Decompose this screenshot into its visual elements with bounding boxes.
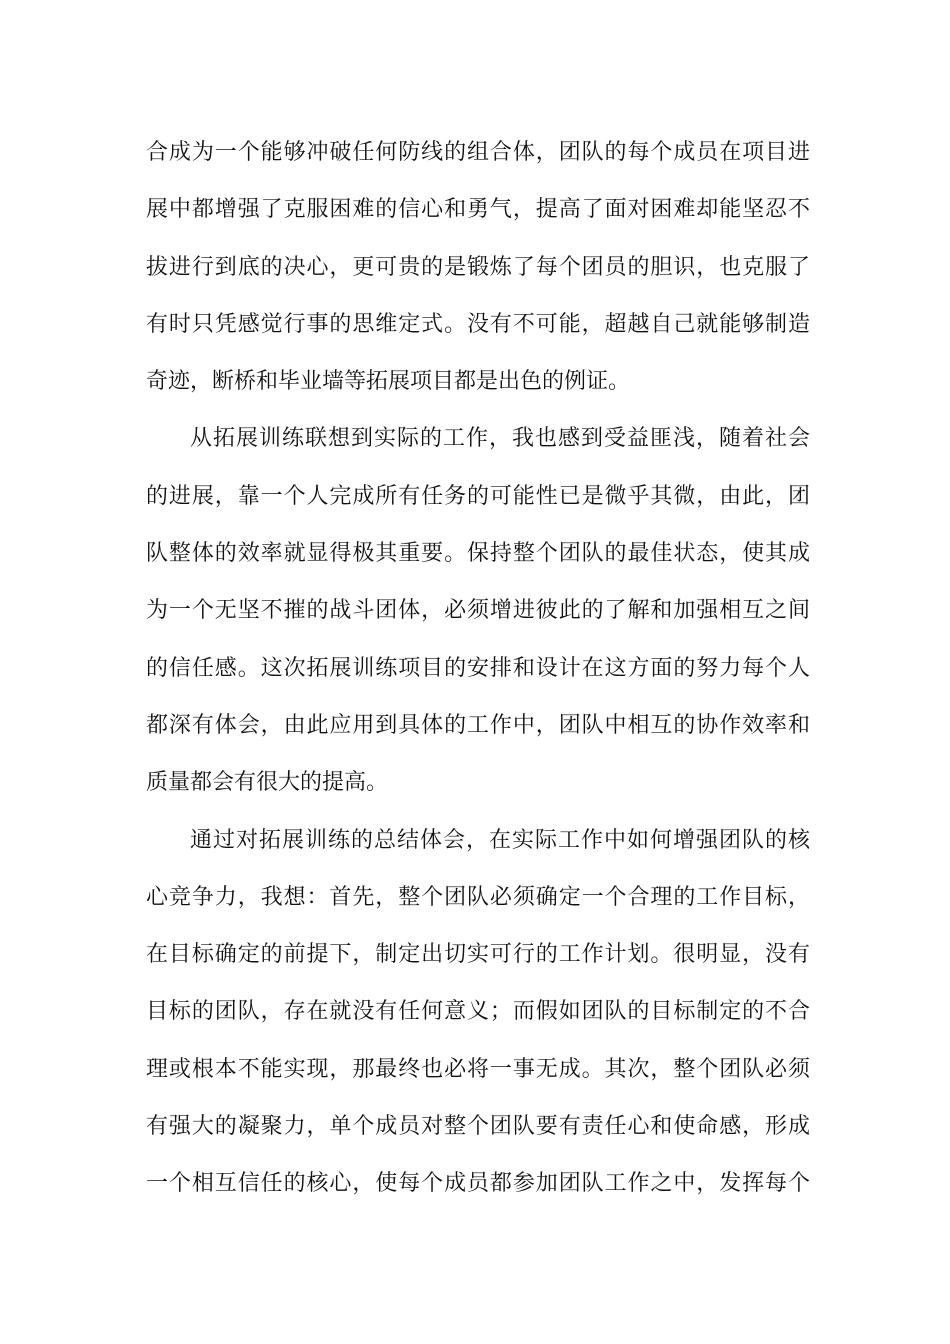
text-line: 有强大的凝聚力，单个成员对整个团队要有责任心和使命感，形成	[146, 1114, 810, 1140]
text-line: 心竞争力，我想：首先，整个团队必须确定一个合理的工作目标，	[146, 884, 810, 910]
text-line: 在目标确定的前提下，制定出切实可行的工作计划。很明显，没有	[146, 942, 810, 968]
text-line: 一个相互信任的核心，使每个成员都参加团队工作之中，发挥每个	[146, 1171, 810, 1197]
text-line: 队整体的效率就显得极其重要。保持整个团队的最佳状态，使其成	[146, 541, 810, 567]
text-line: 为一个无坚不摧的战斗团体，必须增进彼此的了解和加强相互之间	[146, 598, 810, 624]
text-line: 奇迹，断桥和毕业墙等拓展项目都是出色的例证。	[146, 369, 631, 395]
text-line: 理或根本不能实现，那最终也必将一事无成。其次，整个团队必须	[146, 1056, 810, 1082]
text-line: 从拓展训练联想到实际的工作，我也感到受益匪浅，随着社会	[190, 426, 810, 452]
text-line: 有时只凭感觉行事的思维定式。没有不可能，超越自己就能够制造	[146, 311, 810, 337]
text-line: 都深有体会，由此应用到具体的工作中，团队中相互的协作效率和	[146, 712, 810, 738]
paragraph-1	[146, 130, 810, 416]
text-line: 的进展，靠一个人完成所有任务的可能性已是微乎其微，由此，团	[146, 483, 810, 509]
text-line: 拔进行到底的决心，更可贵的是锻炼了每个团员的胆识，也克服了	[146, 254, 810, 280]
text-line: 的信任感。这次拓展训练项目的安排和设计在这方面的努力每个人	[146, 655, 810, 681]
text-line: 质量都会有很大的提高。	[146, 770, 389, 796]
body-text	[146, 130, 810, 1219]
paragraph-2	[146, 416, 810, 817]
text-line: 目标的团队，存在就没有任何意义；而假如团队的目标制定的不合	[146, 999, 810, 1025]
paragraph-3	[146, 818, 810, 1219]
text-line: 合成为一个能够冲破任何防线的组合体，团队的每个成员在项目进	[146, 140, 810, 165]
text-line: 展中都增强了克服困难的信心和勇气，提高了面对困难却能坚忍不	[146, 197, 810, 223]
text-line: 通过对拓展训练的总结体会，在实际工作中如何增强团队的核	[190, 827, 810, 853]
